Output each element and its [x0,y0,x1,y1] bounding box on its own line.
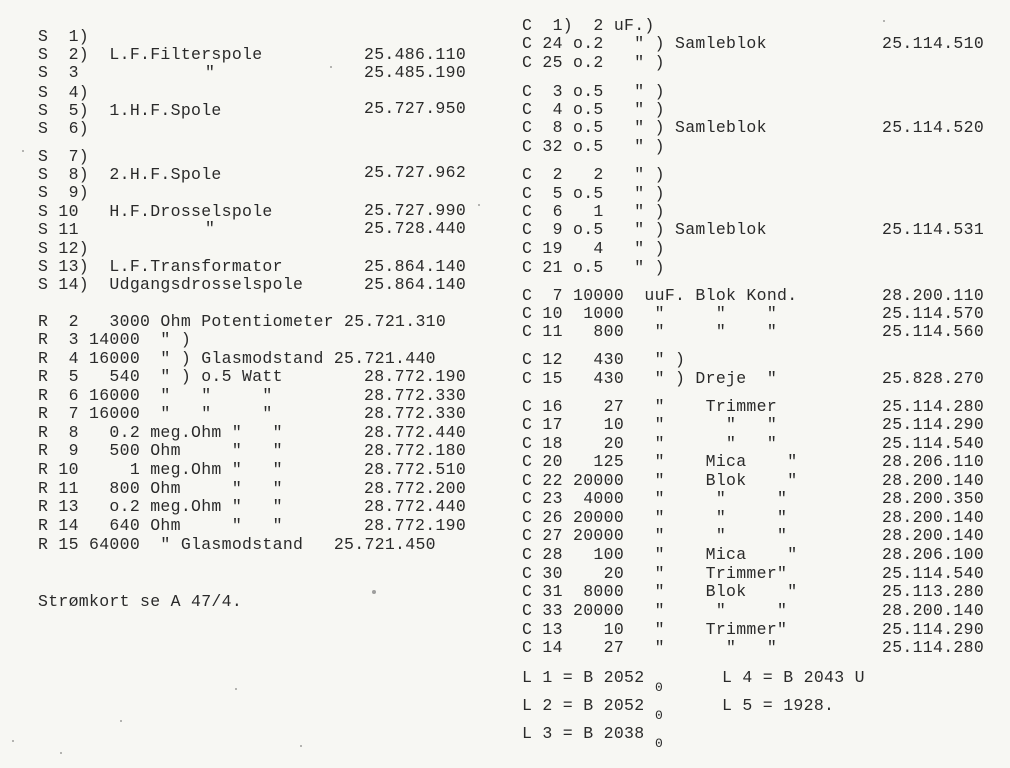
right-column-line: C 12 430 " ) [522,350,686,369]
left-column-line: " [205,219,216,238]
left-column-line: 25.728.440 [364,219,467,238]
left-column-line: S 1) [38,27,90,46]
left-column-line: 28.772.200 [364,479,467,498]
left-column-line: R 6 16000 " " " [38,386,273,405]
left-column-line: R 9 500 Ohm " " [38,441,283,460]
right-column-line: 28.206.110 [882,452,985,471]
right-column-line: 25.114.280 [882,638,985,657]
left-column-line: S 7) [38,147,90,166]
left-column-line: S 8) 2.H.F.Spole [38,165,222,184]
right-column-line: 25.114.531 [882,220,985,239]
right-column-line: C 10 1000 " " " [522,304,778,323]
right-column-line: C 24 o.2 " ) Samleblok [522,34,767,53]
left-column-line: S 13) L.F.Transformator [38,257,283,276]
left-column-line: S 6) [38,119,90,138]
left-column-line: 25.727.962 [364,163,467,182]
left-column-line: S 4) [38,83,90,102]
right-column-line: 25.114.290 [882,415,985,434]
right-column-line: C 23 4000 " " " [522,489,788,508]
right-column-line: 25.828.270 [882,369,985,388]
right-column-line: L 4 = B 2043 U [722,668,865,687]
left-column-line: 25.727.950 [364,99,467,118]
left-column-line: S 10 H.F.Drosselspole [38,202,273,221]
right-column-line: C 17 10 " " " [522,415,778,434]
left-column-line: S 3 [38,63,79,82]
right-column-line: C 19 4 " ) [522,239,665,258]
right-column-line: 0 [655,736,664,751]
right-column-line: 0 [655,680,664,695]
right-column-line: C 9 o.5 " ) Samleblok [522,220,767,239]
right-column-line: C 1) 2 uF.) [522,16,655,35]
right-column-line: C 5 o.5 " ) [522,184,665,203]
right-column-line: C 4 o.5 " ) [522,100,665,119]
right-column-line: 25.114.540 [882,434,985,453]
right-column-line: C 11 800 " " " [522,322,778,341]
right-column-line: C 30 20 " Trimmer" [522,564,788,583]
right-column-line: L 5 = 1928. [722,696,835,715]
left-column-line: R 14 640 Ohm " " [38,516,283,535]
right-column-line: 28.200.140 [882,471,985,490]
right-column-line: C 33 20000 " " " [522,601,788,620]
left-column-line: S 11 [38,220,79,239]
right-column-line: 28.200.350 [882,489,985,508]
right-column-line: L 1 = B 2052 [522,668,645,687]
left-column-line: S 5) 1.H.F.Spole [38,101,222,120]
left-column-line: S 2) L.F.Filterspole [38,45,263,64]
right-column-line: C 14 27 " " " [522,638,778,657]
left-column-line: R 5 540 " ) o.5 Watt [38,367,283,386]
right-column-line: C 2 2 " ) [522,165,665,184]
left-column-line: 28.772.330 [364,386,467,405]
left-column-line: 28.772.440 [364,497,467,516]
right-column-line: 25.114.570 [882,304,985,323]
right-column-line: C 31 8000 " Blok " [522,582,798,601]
right-column-line: C 25 o.2 " ) [522,53,665,72]
left-column-line: 28.772.440 [364,423,467,442]
right-column-line: C 16 27 " Trimmer [522,397,778,416]
left-column-line: 28.772.190 [364,516,467,535]
left-column-line: R 15 64000 " Glasmodstand 25.721.450 [38,535,436,554]
left-column-line: 25.727.990 [364,201,467,220]
right-column-line: C 3 o.5 " ) [522,82,665,101]
right-column-line: 28.200.140 [882,601,985,620]
right-column-line: 25.114.280 [882,397,985,416]
right-column-line: C 22 20000 " Blok " [522,471,798,490]
right-column-line: 28.200.140 [882,526,985,545]
left-column-line: 28.772.180 [364,441,467,460]
left-column-line: 25.485.190 [364,63,467,82]
left-column-line: R 13 o.2 meg.Ohm " " [38,497,283,516]
right-column-line: 25.114.290 [882,620,985,639]
left-column-line: S 12) [38,239,90,258]
left-column-line: R 10 1 meg.Ohm " " [38,460,283,479]
right-column-line: C 13 10 " Trimmer" [522,620,788,639]
right-column-line: 28.200.110 [882,286,985,305]
right-column-line: 25.114.560 [882,322,985,341]
left-column-line: R 3 14000 " ) [38,330,192,349]
right-column-line: C 6 1 " ) [522,202,665,221]
left-column-line: " [205,63,216,82]
right-column-line: C 28 100 " Mica " [522,545,798,564]
right-column-line: C 7 10000 uuF. Blok Kond. [522,286,798,305]
right-column-line: 25.113.280 [882,582,985,601]
right-column-line: C 18 20 " " " [522,434,778,453]
right-column-line: C 21 o.5 " ) [522,258,665,277]
right-column-line: 0 [655,708,664,723]
left-column-line: Strømkort se A 47/4. [38,592,243,611]
left-column-line: 25.486.110 [364,45,467,64]
right-column-line: C 32 o.5 " ) [522,137,665,156]
left-column-line: R 4 16000 " ) Glasmodstand 25.721.440 [38,349,436,368]
left-column-line: 28.772.330 [364,404,467,423]
left-column-line: R 7 16000 " " " [38,404,273,423]
right-column-line: 28.200.140 [882,508,985,527]
left-column-line: S 14) Udgangsdrosselspole [38,275,304,294]
right-column-line: C 8 o.5 " ) Samleblok [522,118,767,137]
right-column-line: C 15 430 " ) Dreje " [522,369,778,388]
left-column-line: R 8 0.2 meg.Ohm " " [38,423,283,442]
left-column-line: 25.864.140 [364,257,467,276]
left-column-line: S 9) [38,183,90,202]
right-column-line: 25.114.520 [882,118,985,137]
right-column-line: 25.114.510 [882,34,985,53]
left-column-line: 28.772.190 [364,367,467,386]
left-column-line: R 2 3000 Ohm Potentiometer 25.721.310 [38,312,447,331]
left-column-line: 28.772.510 [364,460,467,479]
right-column-line: C 27 20000 " " " [522,526,788,545]
right-column-line: 25.114.540 [882,564,985,583]
right-column-line: C 26 20000 " " " [522,508,788,527]
right-column-line: 28.206.100 [882,545,985,564]
right-column-line: L 3 = B 2038 [522,724,645,743]
left-column-line: R 11 800 Ohm " " [38,479,283,498]
right-column-line: C 20 125 " Mica " [522,452,798,471]
left-column-line: 25.864.140 [364,275,467,294]
right-column-line: L 2 = B 2052 [522,696,645,715]
